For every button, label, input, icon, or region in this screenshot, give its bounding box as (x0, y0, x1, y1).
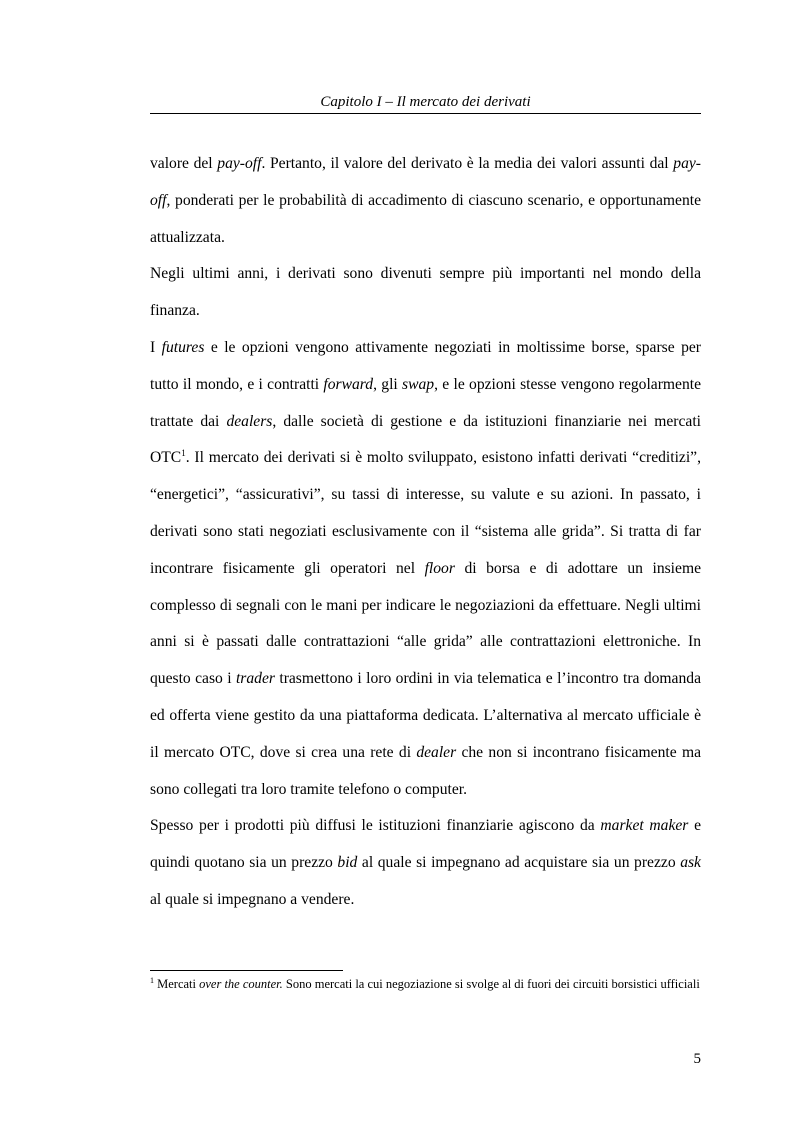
text-run: al quale si impegnano a vendere. (150, 890, 355, 908)
text-run: e quindi quotano sia un prezzo (150, 817, 701, 872)
italic-term: swap (402, 375, 435, 393)
paragraph (150, 256, 701, 330)
text-run: di borsa e di adottare un insieme complesso di segnali con le mani per indicare le negoziazioni da effettuare. Negli ultimi anni si è passati dalle contrattazioni “alle grida” alle contrattazioni elettroniche. In questo caso i (150, 559, 701, 688)
text-run: I (150, 338, 162, 356)
footnote-marker: 1 (150, 976, 154, 985)
footnote-reference: 1 (181, 448, 186, 459)
text-run: , ponderati per le probabilità di accadimento di ciascuno scenario, e opportunamente attualizzata. (150, 191, 701, 246)
text-run: , dalle società di gestione e da istituzioni finanziarie nei mercati OTC (150, 412, 701, 467)
text-run: e le opzioni vengono attivamente negoziati in moltissime borse, sparse per tutto il mondo, e i contratti (150, 338, 702, 393)
paragraph (150, 808, 701, 918)
header-rule (150, 113, 701, 114)
italic-term: pay-off (217, 155, 262, 172)
italic-term: dealers (226, 412, 273, 430)
text-run: che non si incontrano fisicamente ma sono collegati tra loro tramite telefono o computer. (150, 743, 701, 798)
text-run: Spesso per i prodotti più diffusi le istituzioni finanziarie agiscono da (150, 817, 601, 835)
text-run: al quale si impegnano ad acquistare sia un prezzo (357, 854, 681, 872)
footnote (150, 976, 701, 992)
text-run: , gli (373, 375, 403, 393)
italic-term: dealer (416, 743, 457, 761)
paragraph (150, 146, 701, 256)
footnote-rule (150, 970, 343, 971)
italic-term: pay-off (150, 155, 701, 209)
italic-term: bid (337, 854, 358, 872)
page-number: 5 (693, 1051, 701, 1067)
paragraph (150, 330, 701, 808)
footnote-rest: Sono mercati la cui negoziazione si svolge al di fuori dei circuiti borsistici ufficiali (282, 977, 700, 991)
text-run: Negli ultimi anni, i derivati sono divenuti sempre più importanti nel mondo della finanza. (150, 265, 701, 320)
running-header: Capitolo I – Il mercato dei derivati (320, 94, 531, 110)
footnote-italic: over the counter. (199, 977, 283, 991)
text-run: valore del (150, 155, 218, 172)
footnote-lead: Mercati (154, 977, 200, 991)
text-run: . Il mercato dei derivati si è molto sviluppato, esistono infatti derivati “creditizi”, “energetici”, “assicurativi”, su tassi di interesse, su valute e su azioni. In passato, i derivati sono stati negoziati esclusivamente con il “sistema alle grida”. Si tratta di far incontrare fisicamente gli operatori nel (150, 449, 701, 577)
body-text (150, 146, 701, 919)
italic-term: market maker (600, 817, 689, 835)
italic-term: trader (235, 670, 275, 688)
italic-term: futures (161, 338, 205, 356)
italic-term: floor (424, 559, 455, 577)
text-run: . Pertanto, il valore del derivato è la media dei valori assunti dal (261, 155, 674, 172)
text-run: trasmettono i loro ordini in via telematica e l’incontro tra domanda ed offerta viene gestito da una piattaforma dedicata. L’alternativa al mercato ufficiale è il mercato OTC, dove si crea una rete di (150, 670, 701, 761)
text-run: , e le opzioni stesse vengono regolarmente trattate dai (150, 375, 702, 430)
italic-term: ask (680, 854, 701, 872)
italic-term: forward (323, 375, 374, 393)
